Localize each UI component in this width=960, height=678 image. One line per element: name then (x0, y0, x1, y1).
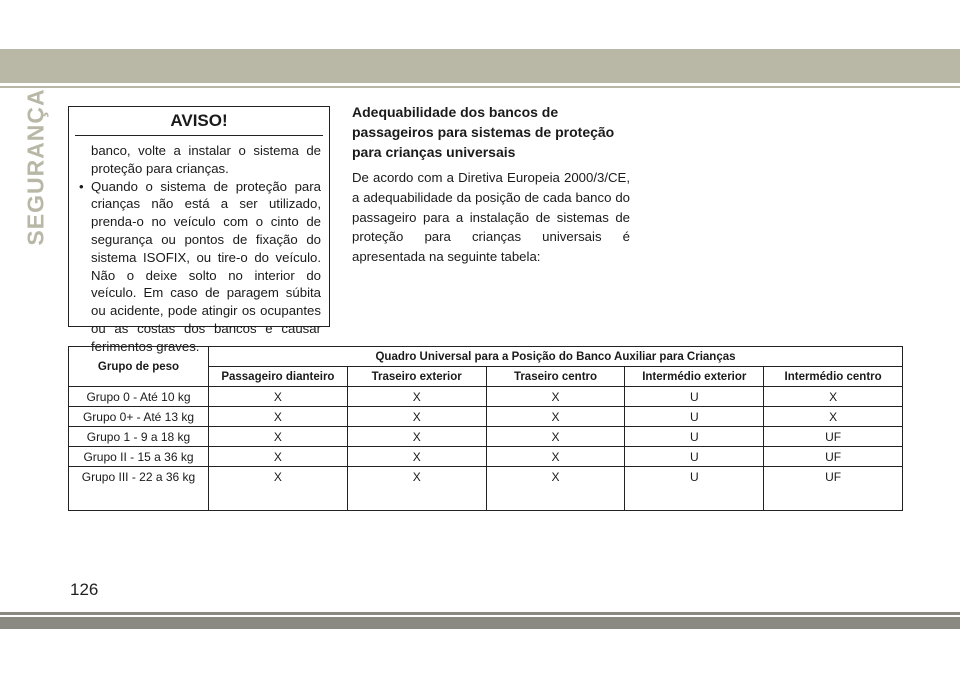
table-row (69, 467, 903, 511)
table-cell: X (347, 447, 486, 467)
table-cell: X (764, 407, 903, 427)
warning-title: AVISO! (170, 111, 228, 130)
warning-list-item (79, 178, 321, 356)
bullet-icon: • (79, 178, 84, 194)
weight-group-header: Grupo de peso (69, 347, 209, 387)
universal-table-header: Quadro Universal para a Posição do Banco Auxiliar para Crianças (209, 347, 903, 367)
table-cell: X (486, 427, 625, 447)
table-row (69, 387, 903, 407)
table-cell: UF (764, 447, 903, 467)
table-cell: X (347, 387, 486, 407)
warning-body (69, 136, 329, 356)
table-cell: X (347, 407, 486, 427)
table-cell: X (209, 447, 348, 467)
table-cell: U (625, 407, 764, 427)
table-cell: X (486, 407, 625, 427)
section-paragraph: De acordo com a Diretiva Europeia 2000/3/CE, a adequabilidade da posição de cada banco do passageiro para a instalação de sistemas de proteção para crianças universais é apresentada na seguinte tabela: (352, 170, 630, 265)
table-cell: X (209, 467, 348, 511)
table-cell: X (347, 427, 486, 447)
warning-box (68, 106, 330, 354)
table-cell: X (486, 467, 625, 511)
table-cell: U (625, 387, 764, 407)
table-row (69, 427, 903, 447)
footer-band (0, 617, 960, 629)
table-row (69, 407, 903, 427)
side-tab-label: SEGURANÇA (22, 88, 49, 246)
header-band (0, 49, 960, 83)
weight-group-cell: Grupo 0 - Até 10 kg (69, 387, 209, 407)
table-cell: U (625, 427, 764, 447)
table-cell: X (209, 387, 348, 407)
column-header: Traseiro exterior (347, 367, 486, 387)
table-cell: U (625, 447, 764, 467)
table-cell: X (486, 447, 625, 467)
section-side-tab (22, 88, 50, 246)
column-header: Passageiro dianteiro (209, 367, 348, 387)
seat-suitability-table (68, 346, 903, 511)
table-cell: X (347, 467, 486, 511)
table-cell: X (486, 387, 625, 407)
column-header: Intermédio centro (764, 367, 903, 387)
weight-group-cell: Grupo III - 22 a 36 kg (69, 467, 209, 511)
column-header: Traseiro centro (486, 367, 625, 387)
table-cell: X (209, 427, 348, 447)
weight-group-cell: Grupo 0+ - Até 13 kg (69, 407, 209, 427)
table-row (69, 447, 903, 467)
section-heading: Adequabilidade dos bancos de passageiros para sistemas de proteção para crianças universais (352, 104, 615, 160)
table-cell: X (764, 387, 903, 407)
table-cell: UF (764, 427, 903, 447)
footer-rule (0, 612, 960, 615)
table-cell: UF (764, 467, 903, 511)
warning-continuation-text: banco, volte a instalar o sistema de proteção para crianças. (91, 143, 321, 176)
column-header: Intermédio exterior (625, 367, 764, 387)
header-rule (0, 86, 960, 88)
weight-group-cell: Grupo 1 - 9 a 18 kg (69, 427, 209, 447)
warning-bullet-text: Quando o sistema de proteção para crianças não está a ser utilizado, prenda-o no veículo com o cinto de segurança ou pontos de fixação do sistema ISOFIX, ou tire-o do veículo. Não o deixe solto no interior do veículo. Em caso de paragem súbita ou acidente, pode atingir os ocupantes ou as costas dos bancos e causar ferimentos graves. (91, 178, 321, 354)
table-cell: U (625, 467, 764, 511)
page-number: 126 (70, 580, 99, 599)
table-cell: X (209, 407, 348, 427)
weight-group-cell: Grupo II - 15 a 36 kg (69, 447, 209, 467)
